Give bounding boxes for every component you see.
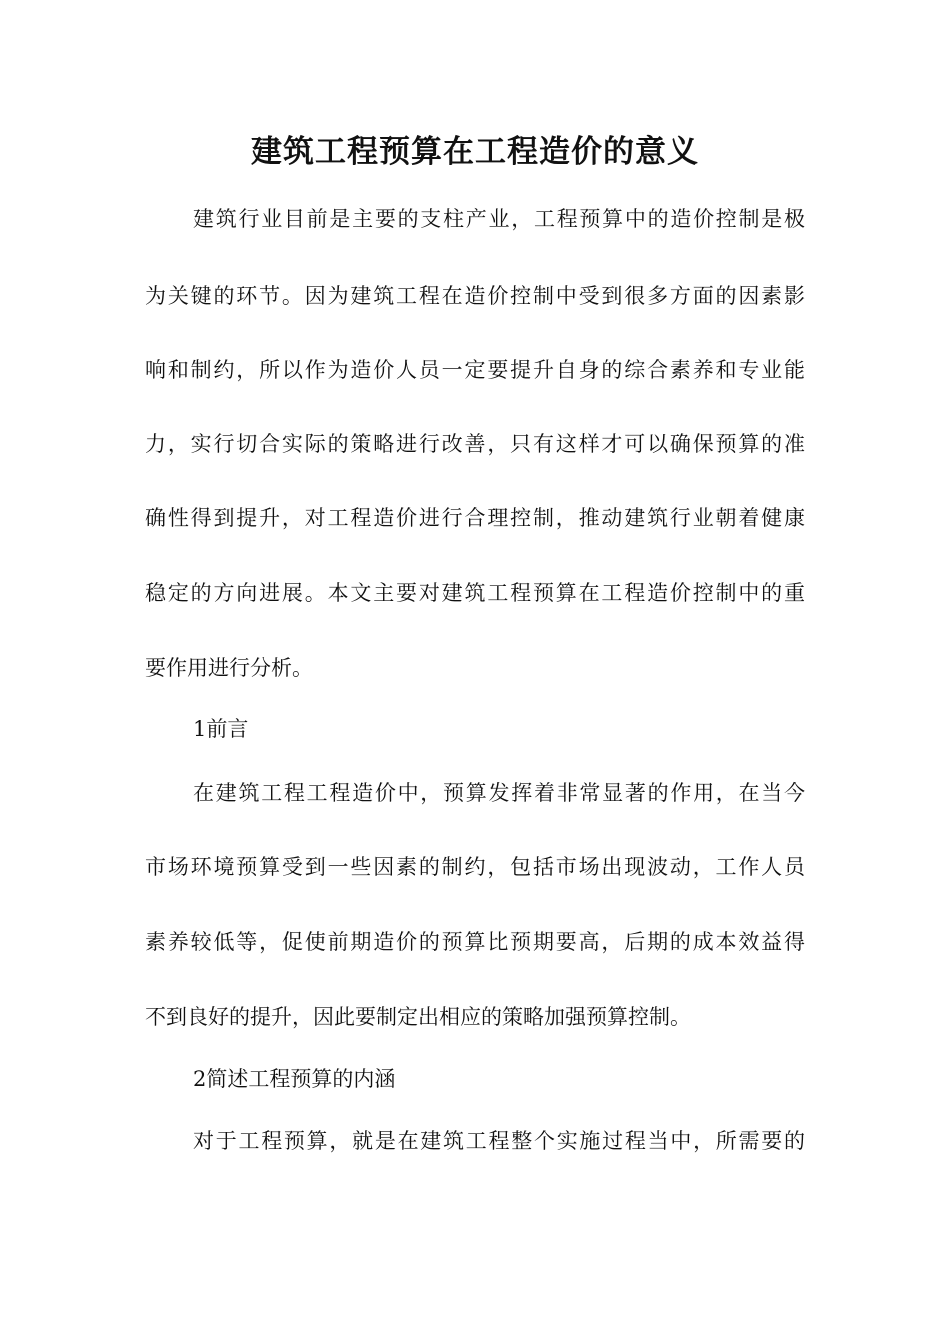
document-title: 建筑工程预算在工程造价的意义 bbox=[251, 134, 699, 170]
paragraph-line: 确性得到提升，对工程造价进行合理控制，推动建筑行业朝着健康 bbox=[145, 506, 805, 530]
section-heading: 2简述工程预算的内涵 bbox=[193, 1067, 396, 1091]
section-heading: 1前言 bbox=[193, 717, 249, 741]
paragraph-line: 不到良好的提升，因此要制定出相应的策略加强预算控制。 bbox=[145, 1005, 691, 1029]
paragraph-line: 力，实行切合实际的策略进行改善，只有这样才可以确保预算的准 bbox=[145, 432, 805, 456]
paragraph-line: 市场环境预算受到一些因素的制约，包括市场出现波动，工作人员 bbox=[145, 855, 805, 879]
paragraph-line: 素养较低等，促使前期造价的预算比预期要高，后期的成本效益得 bbox=[145, 930, 805, 954]
paragraph-line: 响和制约，所以作为造价人员一定要提升自身的综合素养和专业能 bbox=[145, 358, 805, 382]
paragraph-line: 在建筑工程工程造价中，预算发挥着非常显著的作用，在当今 bbox=[193, 781, 805, 805]
paragraph-line: 建筑行业目前是主要的支柱产业，工程预算中的造价控制是极 bbox=[193, 207, 805, 231]
paragraph-line: 稳定的方向进展。本文主要对建筑工程预算在工程造价控制中的重 bbox=[145, 581, 805, 605]
paragraph-line: 要作用进行分析。 bbox=[145, 656, 313, 680]
paragraph-line: 对于工程预算，就是在建筑工程整个实施过程当中，所需要的 bbox=[193, 1129, 805, 1153]
paragraph-line: 为关键的环节。因为建筑工程在造价控制中受到很多方面的因素影 bbox=[145, 284, 805, 308]
